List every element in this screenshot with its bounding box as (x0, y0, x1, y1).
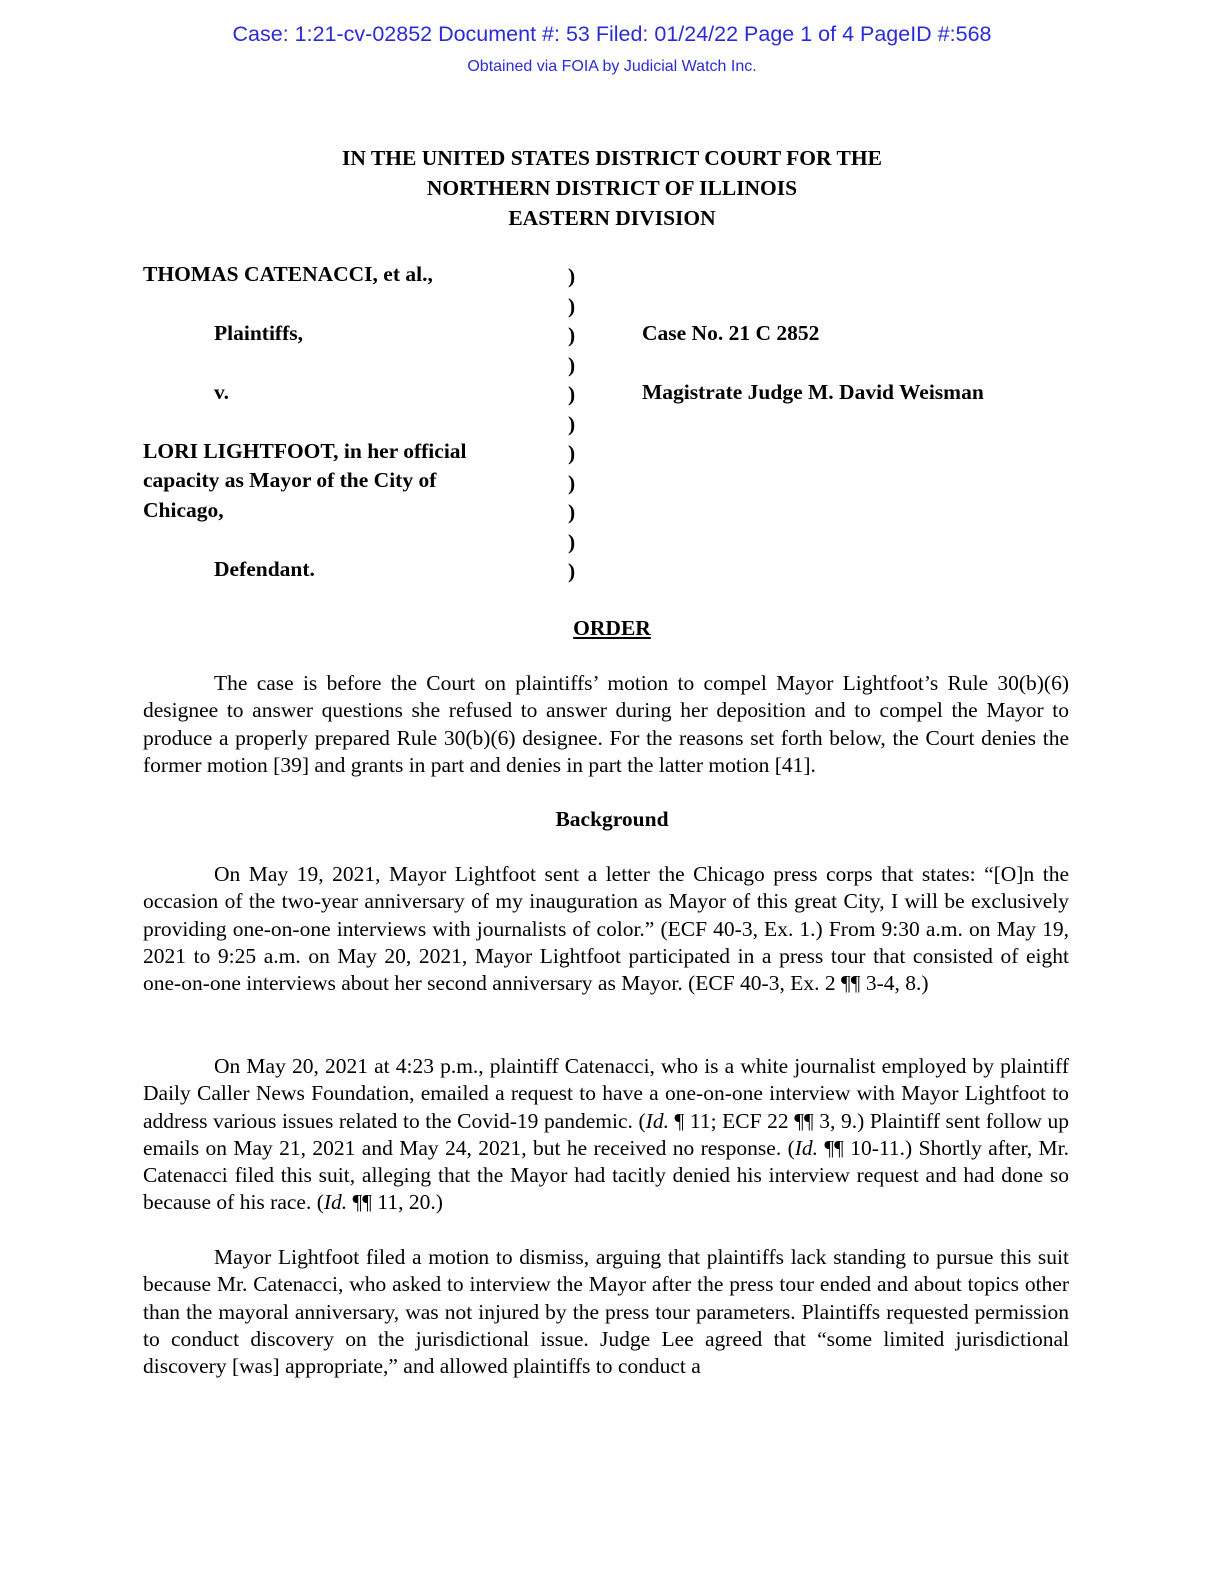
filing-header-stamp: Case: 1:21-cv-02852 Document #: 53 Filed: 01/24/22 Page 1 of 4 PageID #:568 (232, 22, 992, 46)
court-line-3: EASTERN DIVISION (508, 206, 716, 230)
paren: ) (568, 352, 576, 377)
case-number: Case No. 21 C 2852 (642, 321, 820, 345)
versus: v. (214, 380, 229, 404)
paren: ) (568, 500, 576, 524)
background-heading: Background (555, 807, 669, 831)
order-title: ORDER (573, 616, 651, 640)
case-caption (0, 0, 1224, 600)
paren: ) (568, 293, 576, 318)
paren: ) (568, 382, 576, 406)
plaintiff-role: Plaintiffs, (214, 321, 303, 345)
paren: ) (568, 529, 576, 554)
court-line-2: NORTHERN DISTRICT OF ILLINOIS (426, 176, 798, 200)
defendant-line-3: Chicago, (143, 498, 224, 522)
paren: ) (568, 411, 576, 436)
text-run: ¶¶ 10-11.) Shortly after, Mr. Catenacci filed this suit, alleging that the Mayor had tacitly denied his interview request and had done so because of his race. ( (143, 1135, 1069, 1215)
defendant-line-2: capacity as Mayor of the City of (143, 468, 437, 492)
foia-stamp: Obtained via FOIA by Judicial Watch Inc. (467, 58, 757, 75)
paren: ) (568, 559, 576, 583)
citation-id: Id. (323, 1190, 348, 1215)
paragraph-background-3: Mayor Lightfoot filed a motion to dismiss, arguing that plaintiffs lack standing to pursue this suit because Mr. Catenacci, who asked to interview the Mayor after the press tour ended and about topics other than the mayoral anniversary, was not injured by the press tour parameters. Plaintiffs requested permission to conduct discovery on the jurisdictional issue. Judge Lee agreed that “some limited jurisdictional discovery [was] appropriate,” and allowed plaintiffs to conduct a (143, 1245, 1069, 1379)
text-run: ¶¶ 11, 20.) (347, 1190, 443, 1215)
court-line-1: IN THE UNITED STATES DISTRICT COURT FOR THE (342, 146, 882, 170)
text-run: On May 20, 2021 at 4:23 p.m., plaintiff Catenacci, who is a white journalist employed by plaintiff Daily Caller News Foundation, emailed a request to have a one-on-one interview with Mayor Lightfoot to address various issues related to the Covid-19 pandemic. ( (143, 1054, 1069, 1133)
paragraph-background-2 (143, 1053, 1069, 1217)
paragraph-background-1: On May 19, 2021, Mayor Lightfoot sent a letter the Chicago press corps that states: “[O]n the occasion of the two-year anniversary of my inauguration as Mayor of this great City, I will be exclusively providing one-on-one interviews with journalists of color.” (ECF 40-3, Ex. 1.) From 9:30 a.m. on May 19, 2021 to 9:25 a.m. on May 20, 2021, Mayor Lightfoot participated in a press tour that consisted of eight one-on-one interviews about her second anniversary as Mayor. (ECF 40-3, Ex. 2 ¶¶ 3-4, 8.) (143, 862, 1069, 996)
caption-parentheses (568, 262, 580, 587)
plaintiff-name: THOMAS CATENACCI, et al., (143, 262, 433, 286)
paren: ) (568, 441, 576, 465)
paren: ) (568, 323, 576, 347)
paren: ) (568, 264, 576, 288)
defendant-role: Defendant. (214, 557, 315, 581)
paragraph-intro: The case is before the Court on plaintiffs’ motion to compel Mayor Lightfoot’s Rule 30(b)(6) designee to answer questions she refused to answer during her deposition and to compel the Mayor to produce a properly prepared Rule 30(b)(6) designee. For the reasons set forth below, the Court denies the former motion [39] and grants in part and denies in part the latter motion [41]. (143, 671, 1069, 777)
text-run: ¶ 11; ECF 22 ¶¶ 3, 9.) Plaintiff sent follow up emails on May 21, 2021 and May 24, 2021, but he received no response. ( (143, 1108, 1069, 1160)
defendant-line-1: LORI LIGHTFOOT, in her official (143, 439, 467, 463)
citation-id: Id. (794, 1135, 819, 1160)
citation-id: Id. (645, 1108, 669, 1133)
paren: ) (568, 470, 576, 495)
judge-name: Magistrate Judge M. David Weisman (642, 380, 984, 404)
